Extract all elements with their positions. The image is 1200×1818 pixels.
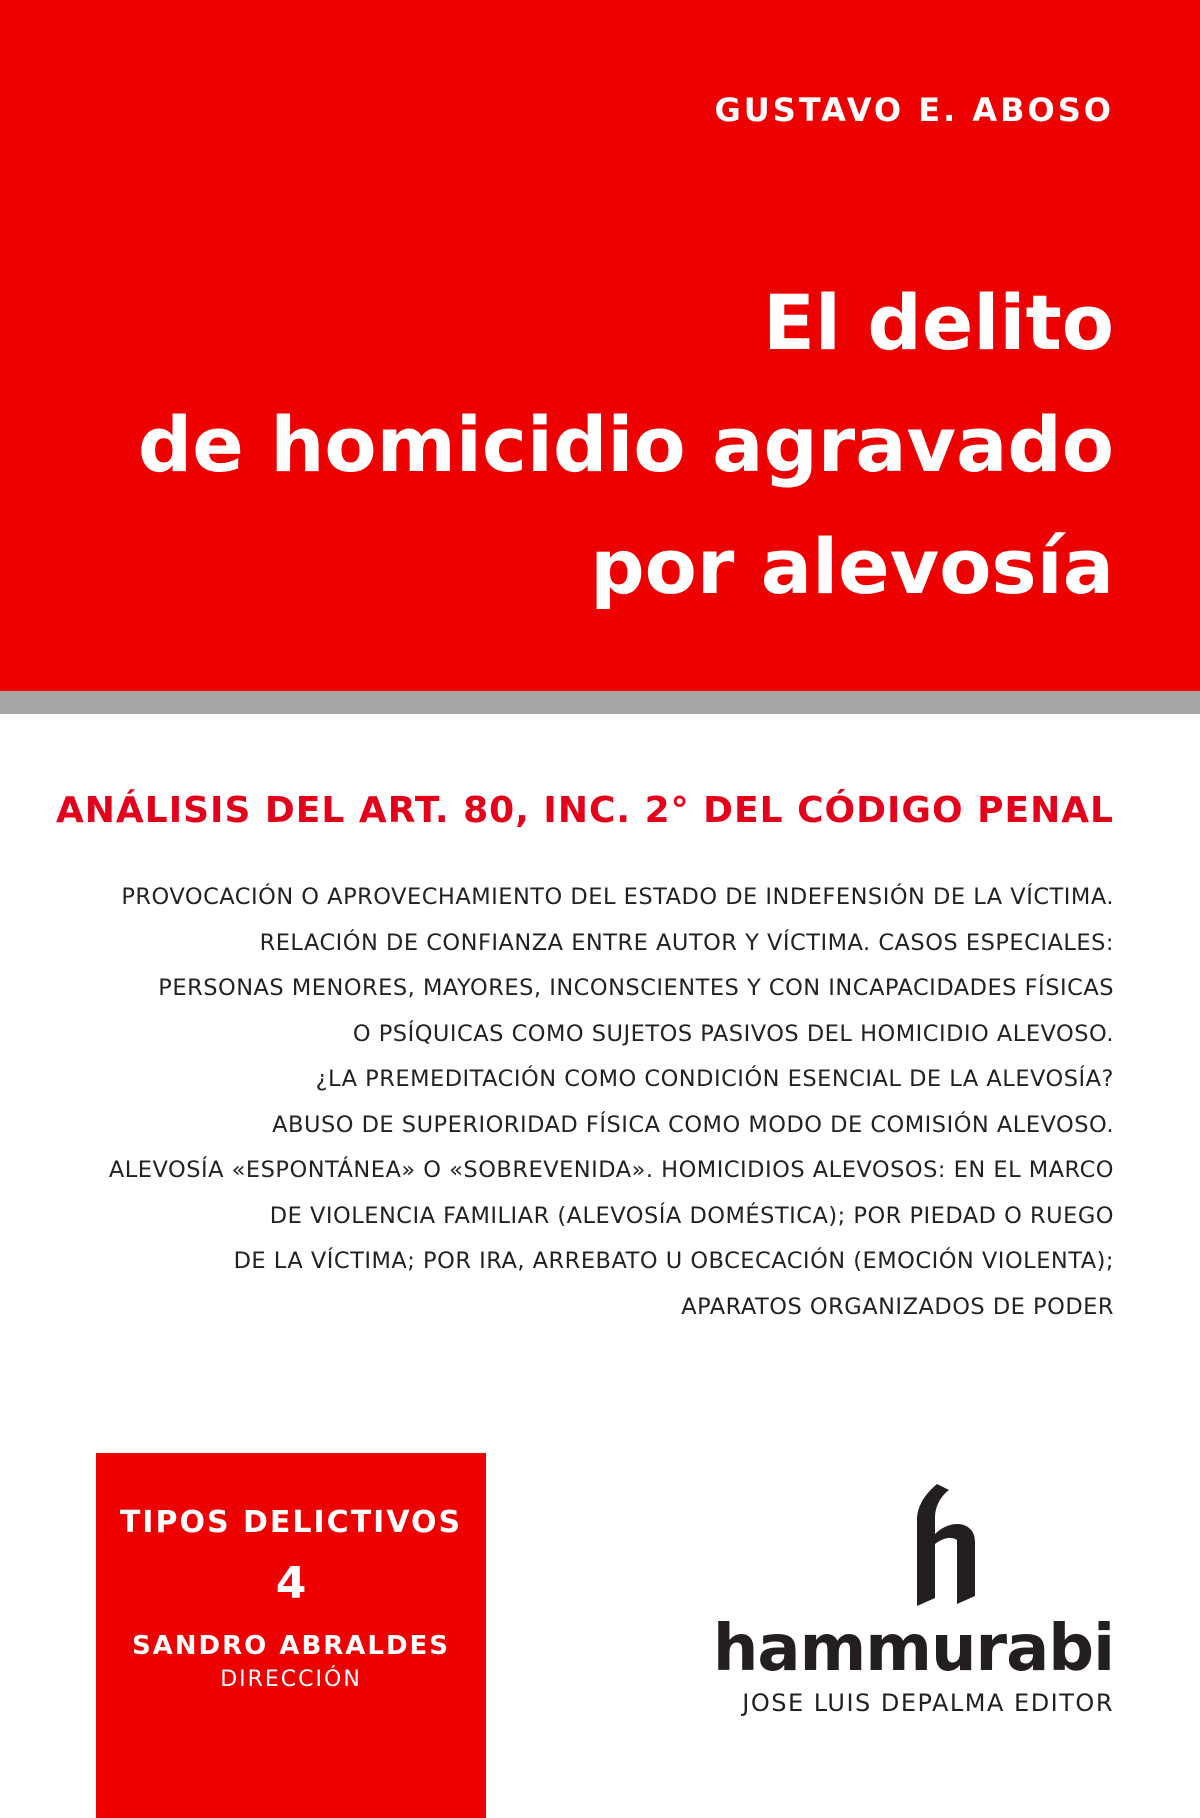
summary-line-9: DE LA VÍCTIMA; POR IRA, ARREBATO U OBCECACIÓN (EMOCIÓN VIOLENTA); [233,1248,1114,1274]
summary-line-8: DE VIOLENCIA FAMILIAR (ALEVOSÍA DOMÉSTICA); POR PIEDAD O RUEGO [269,1202,1114,1229]
series-role: DIRECCIÓN [220,1667,362,1692]
hammurabi-h-logo-icon [895,1480,995,1610]
title-line-1: El delito [762,278,1114,367]
summary-line-7: ALEVOSÍA «ESPONTÁNEA» O «SOBREVENIDA». HOMICIDIOS ALEVOSOS: EN EL MARCO [108,1157,1114,1183]
contents-summary [4,875,1114,1330]
book-subtitle: ANÁLISIS DEL ART. 80, INC. 2° DEL CÓDIGO PENAL [55,790,1114,831]
summary-line-5: ¿LA PREMEDITACIÓN COMO CONDICIÓN ESENCIAL DE LA ALEVOSÍA? [315,1066,1114,1092]
series-name: TIPOS DELICTIVOS [119,1505,463,1540]
divider-band [0,691,1200,714]
series-director: SANDRO ABRALDES [131,1631,451,1661]
series-number: 4 [275,1558,307,1609]
title-line-2: de homicidio agravado [137,400,1114,489]
summary-line-1: PROVOCACIÓN O APROVECHAMIENTO DEL ESTADO DE INDEFENSIÓN DE LA VÍCTIMA. [121,884,1114,910]
summary-line-6: ABUSO DE SUPERIORIDAD FÍSICA COMO MODO DE COMISIÓN ALEVOSO. [272,1111,1114,1138]
publisher-name: hammurabi [712,1612,1114,1686]
summary-line-4: O PSÍQUICAS COMO SUJETOS PASIVOS DEL HOMICIDIO ALEVOSO. [352,1020,1114,1047]
book-title [34,262,1114,628]
summary-line-3: PERSONAS MENORES, MAYORES, INCONSCIENTES Y CON INCAPACIDADES FÍSICAS [158,975,1114,1001]
title-line-3: por alevosía [590,522,1114,611]
publisher-subtitle: JOSE LUIS DEPALMA EDITOR [742,1689,1114,1717]
author-name: GUSTAVO E. ABOSO [714,91,1114,129]
summary-line-10: APARATOS ORGANIZADOS DE PODER [681,1293,1114,1320]
summary-line-2: RELACIÓN DE CONFIANZA ENTRE AUTOR Y VÍCTIMA. CASOS ESPECIALES: [259,929,1114,956]
series-box [96,1453,486,1818]
